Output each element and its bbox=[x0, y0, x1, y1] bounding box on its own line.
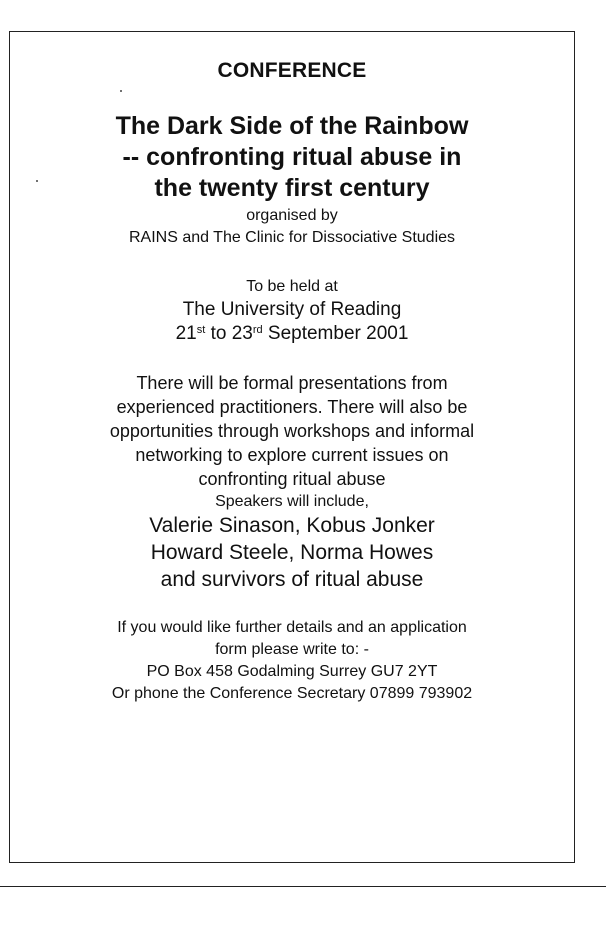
contact-address: PO Box 458 Godalming Surrey GU7 2YT bbox=[146, 663, 438, 680]
contact-phone: Or phone the Conference Secretary 07899 793902 bbox=[111, 685, 473, 702]
date-end-suffix: rd bbox=[252, 324, 263, 336]
contact-block bbox=[10, 617, 574, 705]
description-line: networking to explore current issues on bbox=[135, 445, 449, 465]
organisers-text: RAINS and The Clinic for Dissociative Studies bbox=[128, 229, 456, 246]
contact-line: If you would like further details and an application bbox=[117, 619, 467, 636]
date-start-suffix: st bbox=[196, 324, 206, 336]
organisers-block bbox=[10, 205, 574, 249]
venue-block bbox=[10, 276, 574, 346]
date-end-number: 23 bbox=[231, 323, 253, 344]
conference-title bbox=[10, 111, 574, 204]
date-to: to bbox=[205, 323, 232, 344]
date-month-year: September 2001 bbox=[262, 323, 409, 344]
speaker-line: and survivors of ritual abuse bbox=[160, 568, 424, 591]
description-line: There will be formal presentations from bbox=[136, 373, 448, 393]
title-line-2: -- confronting ritual abuse in bbox=[122, 143, 462, 171]
conference-notice-box bbox=[9, 31, 575, 863]
speaker-line: Howard Steele, Norma Howes bbox=[150, 541, 434, 564]
bottom-divider bbox=[0, 886, 606, 887]
description-line: experienced practitioners. There will also be bbox=[116, 397, 468, 417]
title-line-3: the twenty first century bbox=[154, 174, 430, 202]
contact-line: form please write to: - bbox=[215, 641, 369, 658]
speaker-line: Valerie Sinason, Kobus Jonker bbox=[149, 514, 435, 537]
description-line: opportunities through workshops and informal bbox=[109, 421, 475, 441]
conference-heading: CONFERENCE bbox=[217, 59, 367, 82]
date-start-number: 21 bbox=[175, 323, 197, 344]
description-block bbox=[10, 371, 574, 593]
organised-by-label: organised by bbox=[246, 207, 338, 224]
description-line: confronting ritual abuse bbox=[198, 469, 386, 489]
speakers-label: Speakers will include, bbox=[215, 493, 369, 510]
venue-location: The University of Reading bbox=[182, 299, 402, 320]
title-line-1: The Dark Side of the Rainbow bbox=[115, 112, 469, 140]
event-dates bbox=[10, 322, 574, 346]
held-at-label: To be held at bbox=[246, 278, 338, 295]
